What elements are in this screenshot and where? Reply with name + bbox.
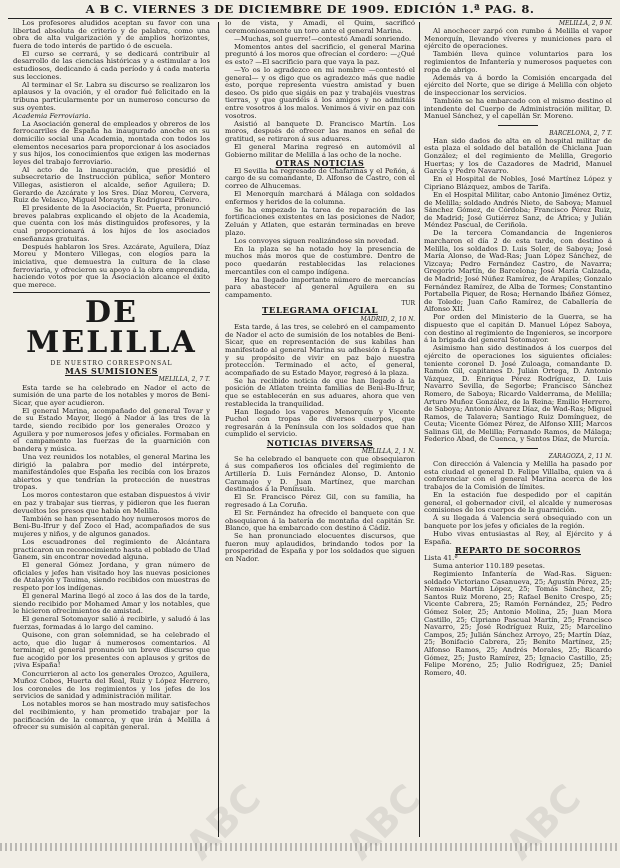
paragraph: El Sr. Fernández ha ofrecido el banquete con que obsequiaron á la batería de montaña del capitán Sr. Blanco, que ha embarcado con destino á Cádiz. <box>225 508 415 533</box>
signature: TUR <box>401 299 415 307</box>
paragraph: El Sevilla ha regresado de Chafarinas y el Peñón, á cargo de su comandante, D. Alfonso de Castro, con el correo de Alhucemas. <box>225 166 415 190</box>
paragraph: De la tercera Comandancia de Ingenieros marcharon el día 2 de esta tarde, con destino á Melilla, los soldados D. Luis Soler, de Saboya; José María Alonso, de Wad-Ras; Juan López Sánchez, de Vizcaya; Pedro Fernández Castro, de Navarra; Gregorio Martín, de Barcelona; José María Calzada, de Madrid; José Núñez Ramírez, de Arapiles; Gonzalo Fernández Ramírez, de Alba de Tormes; Constantino Portabella Piquer, de Rosa; Hernando Ibáñez Gómez, de Toledo; Juan Caño Ramírez, de Caballería de Alfonso XII. <box>424 229 612 314</box>
paragraph: Por orden del Ministerio de la Guerra, se ha dispuesto que el capitán D. Manuel López Saboya, con destino al regimiento de Ingenieros, se incorpore á la brigada del general Sotomayor. <box>424 313 612 345</box>
paragraph: Concurrieron al acto los generales Orozco, Aguilera, Muñoz Cobos, Huerta del Real, Ruiz y López Herrero, los coroneles de los regimientos y los jefes de los servicios de sanidad y administración militar. <box>13 669 210 701</box>
dateline: MELILLA, 2, 9 N. <box>558 20 612 27</box>
subheading-reparto-socorros: REPARTO DE SOCORROS <box>455 544 581 555</box>
paragraph: Quisone, con gran solemnidad, se ha celebrado el acto, que dio lugar á numerosos comentarios. Al terminar, el general pronunció un breve discurso que fue acogido por los presentes con aplausos y gritos de ¡viva España! <box>13 631 210 670</box>
paragraph: Con dirección á Valencia y Melilla ha pasado por esta ciudad el general D. Felipe Villalba, quien va á conferenciar con el general Marina acerca de los trabajos de la Comisión de límites. <box>424 460 612 491</box>
subheading-otras-noticias: OTRAS NOTICIAS <box>275 157 365 168</box>
column-3 <box>424 20 612 678</box>
paragraph: Los moros contestaron que estaban dispuestos á vivir en paz y trabajar sus tierras, y pidieron que les fueran devueltos los presos que había en Melilla. <box>13 491 210 515</box>
paragraph: También lleva quince voluntarios para los regimientos de Infantería y numerosos paquetes con ropa de abrigo. <box>424 50 612 74</box>
paragraph: Al terminar el Sr. Labra su discurso se realizaron los aplausos y la ovación, y el orador fué felicitado en la tribuna particularmente por un numeroso concurso de sus oyentes. <box>13 80 210 112</box>
column-rule-2 <box>419 22 420 837</box>
column-2 <box>225 20 415 564</box>
dateline: MADRID, 2, 10 N. <box>360 316 415 324</box>
paragraph: Suma anterior 110.189 pesetas. <box>433 561 545 570</box>
paragraph: Asimismo han sido destinados á los cuerpos del ejército de operaciones los siguientes oficiales: teniente coronel D. José Zuloaga, comandante D. Ramón Gil, capitanes D. Julián Ortega, D. Antonio Vázquez, D. Enrique Pérez Rodríguez, D. Luis Navarro Sevilla, de Segorbe; Francisco Sánchez Romero, de Saboya; Ricardo Valderrama, de Melilla; Arturo Muñoz González, de la Reina; Emilio Herrero, de Saboya; Antonio Álvarez Díaz, de Wad-Ras; Miguel Ramos, de Talavera; Santiago Ruiz Domínguez, de Ceuta; Vicente Gómez Pérez, de Alfonso XIII; Marcos Salinas Gil, de Melilla; Fernando Ramos, de Málaga; Federico Abad, de Cuenca, y Santos Díaz, de Murcia. <box>424 344 613 444</box>
paragraph: Á su llegada á Valencia será obsequiado con un banquete por los jefes y oficiales de la región. <box>424 514 612 530</box>
paragraph: Han sido dados de alta en el hospital militar de esta plaza el soldado del batallón de Chiclana Juan González; el del regimiento de Melilla, Gregorio Huertas; y los de Cazadores de Madrid, Manuel García y Pedro Navarro. <box>424 136 612 176</box>
dateline: MELILLA, 2, 1 N. <box>361 447 415 455</box>
list-title: Lista 41.ª <box>424 553 458 562</box>
dateline: ZARAGOZA, 2, 11 N. <box>548 453 612 461</box>
paragraph: Se ha recibido noticia de que han llegado á la posición de Atlaten treinta familias de Beni-Bu-Ifrur, que se establecerán en sus aduares, ahora que ven restablecida la tranquilidad. <box>225 376 415 408</box>
watermark-logo: ABC <box>177 775 270 868</box>
paragraph: El Menorquín marchará á Málaga con soldados enfermos y heridos de la columna. <box>225 190 415 206</box>
paragraph: Asistió al banquete D. Francisco Martín. Los moros, después de ofrecer las manos en señal de gratitud, se retiraron á sus aduares. <box>225 119 415 143</box>
paragraph: El Sr. Francisco Pérez Gil, con su familia, ha regresado á La Coruña. <box>225 493 415 509</box>
paragraph: Se han pronunciado elocuentes discursos, que fueron muy aplaudidos, brindando todos por la prosperidad de España y por los soldados que siguen en Nador. <box>225 532 415 563</box>
scan-edge-strip <box>0 843 620 851</box>
paragraph: Los convoyes siguen realizándose sin novedad. <box>234 236 399 245</box>
section-title-melilla: DE MELILLA <box>26 295 197 361</box>
paragraph: En la plaza se ha notado hoy la presencia de muchos más moros que de costumbre. Dentro de poco quedarán restablecidas las relaciones mercantiles con el campo indígena. <box>225 244 415 276</box>
paragraph: El general Gómez Jordana, y gran número de oficiales y jefes han visitado hoy las nuevas posiciones de Atalayón y Tauima, siendo recibidos con muestras de respeto por los indígenas. <box>13 561 210 592</box>
paragraph: En el Hospital Militar, cabo Antonio Jiménez Ortiz, de Melilla; soldado Andrés Nieto, de Saboya; Manuel Sánchez Gómez, de Córdoba; Francisco Pérez Ruiz, de Madrid; José Gutiérrez Sanz, de África; y Julián Méndez Pascual, de Ceriñola. <box>424 190 612 230</box>
small-divider <box>498 448 538 449</box>
paragraph: El curso se cerrará, y se dedicará contribuir al desarrollo de las ciencias históricas y a estimular a los estudiosos, dedicando á cada período y á cada materia sus lecciones. <box>13 49 210 81</box>
paragraph: Los notables moros se han mostrado muy satisfechos del recibimiento, y han prometido trabajar por la pacificación de la comarca, y que irán á Melilla á ofrecer su sumisión al capitán general. <box>13 700 210 732</box>
column-rule-1 <box>218 22 219 837</box>
column-1 <box>13 20 210 732</box>
paragraph: Se ha celebrado el banquete con que obsequiaron á sus compañeros los oficiales del regimiento de Artillería D. Luis Fernández Alonso, D. Antonio Caramajo y D. Juan Martínez, que marchan destinados á la Península. <box>225 454 415 494</box>
paragraph: —Muchas, sol guerre!—contestó Amadí sonriendo. <box>234 34 412 43</box>
paragraph: El general Marina llegó al zoco á las dos de la tarde, siendo recibido por Mohamed Amar y los notables, que le hicieron ofrecimientos de amistad. <box>13 592 210 616</box>
watermark-logo: ABC <box>337 775 430 868</box>
subheading-academia: Academia Ferroviaria. <box>13 111 91 120</box>
watermark-logo: ABC <box>497 775 590 868</box>
paragraph: Además va á bordo la Comisión encargada del ejército del Norte, que se dirige á Melilla con objeto de inspeccionar los servicios. <box>424 73 612 97</box>
dateline: MELILLA, 2, 7 T. <box>158 376 210 384</box>
paragraph: Hubo vivas entusiastas al Rey, al Ejército y á España. <box>424 530 612 546</box>
paragraph: Esta tarde se ha celebrado en Nador el acto de sumisión de una parte de los notables y moros de Beni-Sicar, que ayer acudieron. <box>13 383 210 407</box>
paragraph: También se ha embarcado con el mismo destino el intendente del Cuerpo de Administración militar, D. Manuel Sánchez, y el capellán Sr. Moreno. <box>424 96 612 121</box>
paragraph: Al anochecer zarpó con rumbo á Melilla el vapor Menorquín, llevando víveres y municiones para el ejército de operaciones. <box>424 27 612 51</box>
small-divider <box>498 125 538 126</box>
paragraph: En el Hospital de Nobles, José Martínez López y Cipriano Blázquez, ambos de Tarifa. <box>424 175 612 191</box>
paragraph: El general Sotomayor salió á recibirle, y saludó á las fuerzas, formadas á lo largo del camino. <box>13 615 210 631</box>
paragraph: Se ha empezado la tarea de reparación de las fortificaciones existentes en las posiciones de Nador, Zeluán y Atlaten, que estarán terminadas en breve plazo. <box>225 205 415 237</box>
paragraph: En la estación fue despedido por el capitán general, el gobernador civil, el alcalde y numerosas comisiones de los cuerpos de la guarnición. <box>424 491 612 515</box>
paragraph: lo de vista, y Amadi, el Quim, sacrificó ceremoniosamente un toro ante el general Marina. <box>225 19 415 35</box>
paragraph: El general Marina, acompañado del general Tovar y de su Estado Mayor, llegó á Nador á las tres de la tarde, siendo recibido por los generales Orozco y Aguilera y por numerosos jefes y oficiales. Formaban en el campamento las fuerzas de la guarnición con bandera y música. <box>13 406 210 453</box>
subheading-sumisiones: MAS SUMISIONES <box>64 366 159 377</box>
correspondent-line: DE NUESTRO CORRESPONSAL <box>50 360 173 368</box>
paragraph: Han llegado los vapores Menorquín y Vicente Puchol con tropas de diversos cuerpos, que regresarán á la Península con los soldados que han cumplido el servicio. <box>225 407 415 439</box>
paragraph: Los escuadrones del regimiento de Alcántara practicaron un reconocimiento hasta el poblado de Ulad Ganem, sin encontrar novedad alguna. <box>13 537 211 562</box>
page-header: A B C. VIERNES 3 DE DICIEMBRE DE 1909. EDICIÓN 1.ª PAG. 8. <box>8 2 612 19</box>
paragraph: Después hablaron los Sres. Azcárate, Aguilera, Díaz Moreu y Montero Villegas, con elogios para la iniciativa, que demuestra la cultura de la clase ferroviaria, y ofrecieron su apoyo á la obra emprendida, haciendo votos por que la Asociación alcance el éxito que merece. <box>13 242 210 289</box>
paragraph: También se han presentado hoy numerosos moros de Beni-Bu-Ifrur y del Zoco el Had, acompañados de sus mujeres y niños, y de algunos ganados. <box>13 514 210 538</box>
paragraph: Esta tarde, á las tres, se celebró en el campamento de Nador el acto de sumisión de los notables de Beni-Sicar, que en representación de sus kabilas han manifestado al general Marina su adhesión á España y su propósito de vivir en paz bajo nuestra protección. Terminado el acto, el general, acompañado de su Estado Mayor, regresó á la plaza. <box>225 323 415 377</box>
paragraph: Los profesores aludidos aceptan su favor con una libertad absoluta de criterio y de palabra, como una obra de alta vulgarización y de amplios horizontes, fuera de todo interés de partido ó de escuela. <box>13 19 210 50</box>
dateline: BARCELONA, 2, 7 T. <box>549 129 612 137</box>
subheading-telegrama-oficial: TELEGRAMA OFICIAL <box>261 305 379 316</box>
paragraph: Hoy ha llegado importante número de mercancías para abastecer al general Aguilera en su campamento. <box>225 275 415 299</box>
paragraph: El general Marina regresó en automóvil al Gobierno militar de Melilla á las ocho de la noche. <box>225 143 415 159</box>
subheading-noticias-diversas: NOTICIAS DIVERSAS <box>266 437 374 448</box>
paragraph: Al acto de la inauguración, que presidió el subsecretario de Instrucción pública, señor Montero Villegas, asistieron el alcalde, señor Aguilera; D. Gerardo de Azcárate y los Sres. Díaz Moreu, Cervera, Ruiz de Velasco, Miguel Morayta y Rodríguez Piñeiro. <box>13 165 210 205</box>
paragraph: La Asociación general de empleados y obreros de los ferrocarriles de España ha inaugurado anoche en su domicilio social una Academia, montada con todos los elementos necesarios para proporcionar á los asociados y sus hijos, los conocimientos que exigen las modernas leyes del trabajo ferroviario. <box>13 119 210 166</box>
paragraph: —Yo os lo agradezco en mi nombre —contestó el general— y os digo que os agradezco más que nadie esto, porque representa vuestra amistad y buen deseo. Os pido que sigáis en paz y trabajéis vuestras tierras, y que guardéis á los amigos y no admitáis entre vosotros á los malos. Venimos á vivir en paz con vosotros. <box>225 66 415 120</box>
paragraph: Momentos antes del sacrificio, el general Marina preguntó á los moros que ofrecían el cordero: —¿Qué es esto? —El sacrificio para que vaya la paz. <box>225 42 415 66</box>
paragraph: El presidente de la Asociación, Sr. Puerta, pronunció breves palabras explicando el objeto de la Academia, que cuenta con los más distinguidos profesores, y la cual proporcionará á los hijos de los asociados enseñanzas gratuitas. <box>13 204 210 243</box>
paragraph: Una vez reunidos los notables, el general Marina les dirigió la palabra por medio del intérprete, manifestándoles que España les recibía con los brazos abiertos y que tendrían la protección de nuestras tropas. <box>13 452 210 492</box>
section-divider <box>13 292 210 293</box>
paragraph: Regimiento Infantería de Wad-Ras. Siguen: soldado Victoriano Casanueva, 25; Agustín Pérez, 25; Nemesio Martín López, 25; Tomás Sánchez, 25; Santos Ruiz Moreno, 25; Rafael Benito Crespo, 25; Vicente Cabrera, 25; Ramón Fernández, 25; Pedro Gómez Soler, 25; Antonio Molina, 25; Juan Mora Castillo, 25; Cipriano Pascual Martín, 25; Francisco Navarro, 25; José Rodríguez Ruiz, 25; Marcelino Campos, 25; Julián Sánchez Arroyo, 25; Martín Díaz, 25; Bonifacio Cabrera, 25; Benito Martínez, 25; Alfonso Ramos, 25; Andrés Morales, 25; Ricardo Gómez, 25; Justo Ramírez, 25; Ignacio Castillo, 25; Felipe Moreno, 25; Julio Rodríguez, 25; Daniel Romero, 40. <box>424 569 612 677</box>
